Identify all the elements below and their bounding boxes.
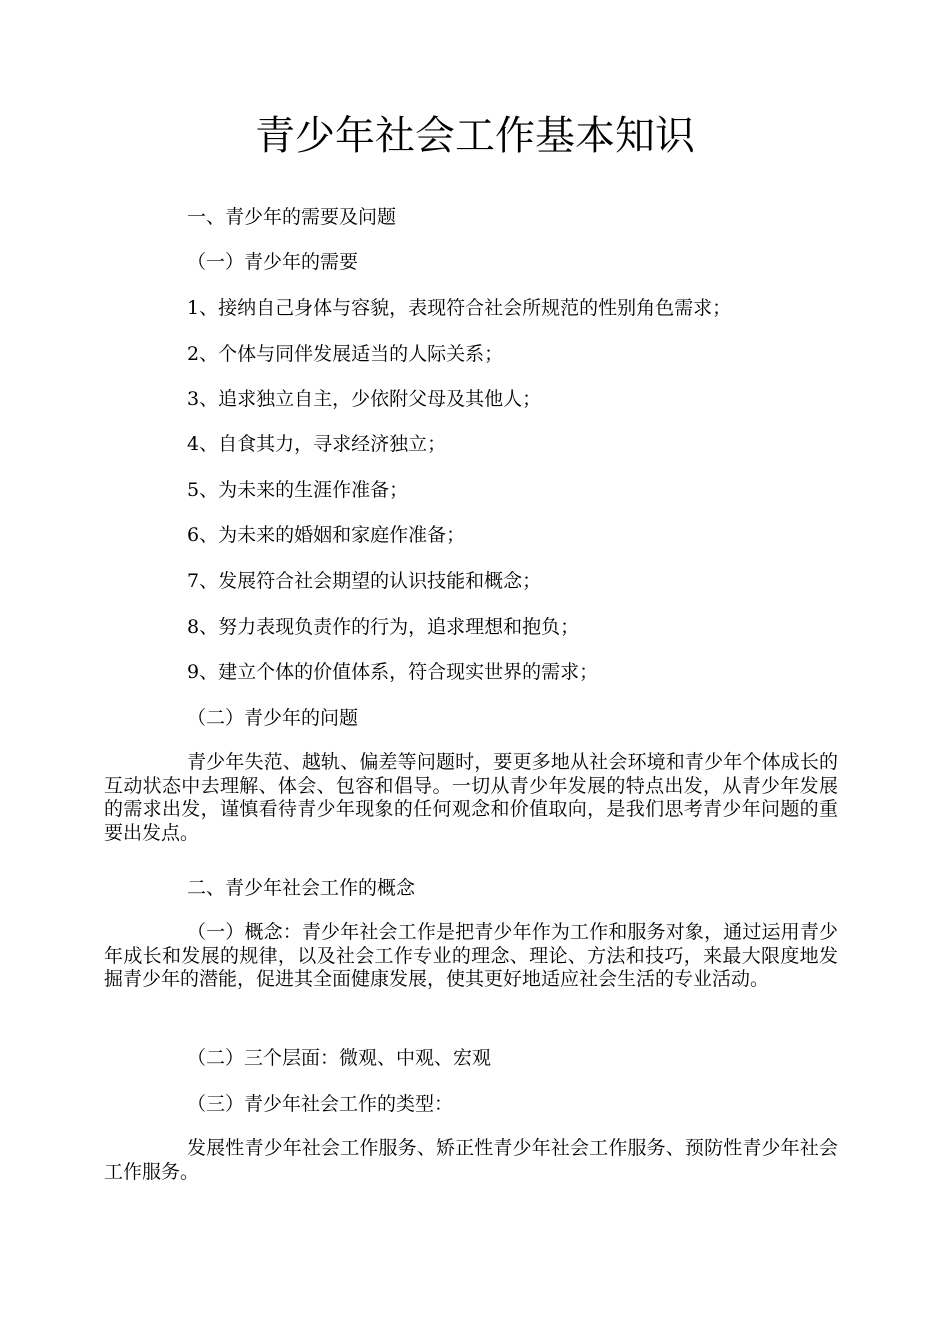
need-item: 4、自食其力，寻求经济独立； <box>187 433 447 455</box>
need-item: 1、接纳自己身体与容貌，表现符合社会所规范的性别角色需求； <box>187 297 732 319</box>
types-heading: （三）青少年社会工作的类型： <box>187 1093 454 1115</box>
section-1-subheading-problems: （二）青少年的问题 <box>187 707 359 729</box>
problems-paragraph: 青少年失范、越轨、偏差等问题时，要更多地从社会环境和青少年个体成长的互动状态中去理解、体会、包容和倡导。一切从青少年发展的特点出发，从青少年发展的需求出发，谨慎看待青少年现象的任何观念和价值取向，是我们思考青少年问题的重要出发点。 <box>104 751 838 844</box>
need-item: 6、为未来的婚姻和家庭作准备； <box>187 524 466 546</box>
concept-paragraph: （一）概念：青少年社会工作是把青少年作为工作和服务对象，通过运用青少年成长和发展的规律，以及社会工作专业的理念、理论、方法和技巧，来最大限度地发掘青少年的潜能，促进其全面健康发展，使其更好地适应社会生活的专业活动。 <box>104 921 838 990</box>
need-item: 8、努力表现负责作的行为，追求理想和抱负； <box>187 616 580 638</box>
need-item: 9、建立个体的价值体系，符合现实世界的需求； <box>187 661 599 683</box>
section-1-subheading-needs: （一）青少年的需要 <box>187 251 359 273</box>
types-paragraph: 发展性青少年社会工作服务、矫正性青少年社会工作服务、预防性青少年社会工作服务。 <box>104 1137 838 1183</box>
section-2-heading: 二、青少年社会工作的概念 <box>187 877 416 899</box>
section-1-heading: 一、青少年的需要及问题 <box>187 206 397 228</box>
need-item: 7、发展符合社会期望的认识技能和概念； <box>187 570 542 592</box>
need-item: 5、为未来的生涯作准备； <box>187 479 409 501</box>
three-levels-line: （二）三个层面：微观、中观、宏观 <box>187 1047 492 1069</box>
need-item: 3、追求独立自主，少依附父母及其他人； <box>187 388 542 410</box>
need-item: 2、个体与同伴发展适当的人际关系； <box>187 343 504 365</box>
document-title: 青少年社会工作基本知识 <box>255 113 695 159</box>
